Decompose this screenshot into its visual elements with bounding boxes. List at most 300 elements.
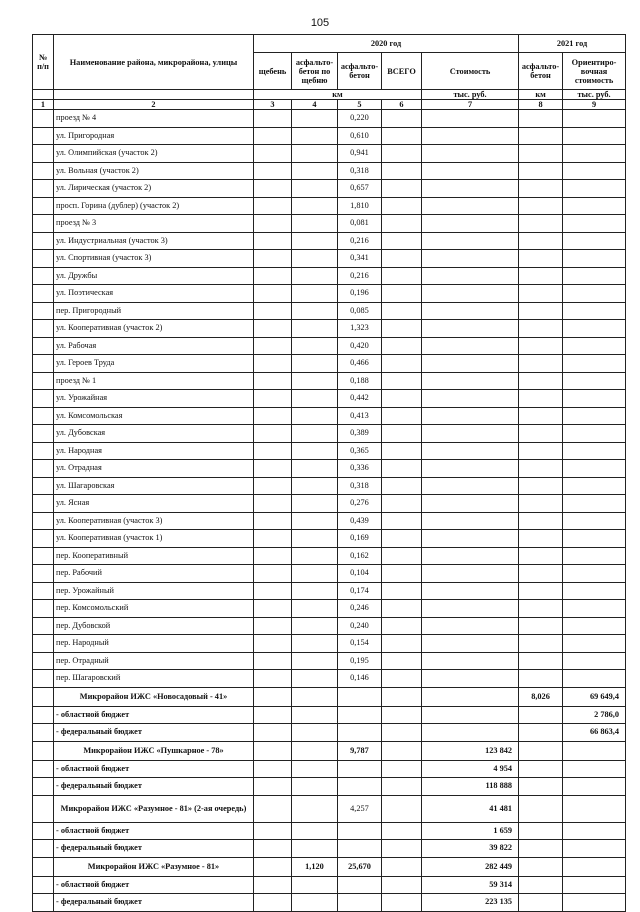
- cost-2021-cell: [563, 565, 626, 583]
- cost-cell: [422, 320, 519, 338]
- total-cell: [382, 162, 422, 180]
- table-row: [33, 162, 626, 180]
- asphalt-on-gravel-cell: [292, 372, 338, 390]
- asphalt-value: 0,216: [338, 267, 382, 285]
- row-number-cell: [33, 600, 54, 618]
- col-number: 6: [382, 100, 422, 110]
- asphalt-on-gravel-value: 1,120: [292, 857, 338, 876]
- street-name: ул. Кооперативная (участок 3): [54, 512, 254, 530]
- header-asphalt-2021: асфальто-бетон: [519, 53, 563, 90]
- row-number-cell: [33, 425, 54, 443]
- gravel-cell: [254, 512, 292, 530]
- cost-cell: [422, 145, 519, 163]
- asphalt-2021-cell: [519, 127, 563, 145]
- district-rows: [33, 687, 626, 911]
- gravel-cell: [254, 442, 292, 460]
- asphalt-on-gravel-cell: [292, 197, 338, 215]
- asphalt-2021-cell: [519, 285, 563, 303]
- cost-value: 223 135: [422, 894, 519, 912]
- header-year-2020: 2020 год: [254, 35, 519, 53]
- total-cell: [382, 652, 422, 670]
- district-name: Микрорайон ИЖС «Разумное - 81» (2-ая очередь): [54, 795, 254, 822]
- row-number-cell: [33, 530, 54, 548]
- gravel-cell: [254, 127, 292, 145]
- asphalt-on-gravel-cell: [292, 407, 338, 425]
- cost-cell: [422, 495, 519, 513]
- total-cell: [382, 512, 422, 530]
- table-row: [33, 512, 626, 530]
- total-cell: [382, 460, 422, 478]
- street-name: ул. Дубовская: [54, 425, 254, 443]
- street-name: пер. Шагаровский: [54, 670, 254, 688]
- asphalt-value: 0,318: [338, 162, 382, 180]
- total-cell: [382, 267, 422, 285]
- asphalt-2021-cell: [519, 530, 563, 548]
- cost-2021-cell: [563, 652, 626, 670]
- row-number-cell: [33, 670, 54, 688]
- row-number-cell: [33, 302, 54, 320]
- asphalt-value: 0,146: [338, 670, 382, 688]
- cost-2021-cell: [563, 180, 626, 198]
- gravel-cell: [254, 635, 292, 653]
- total-cell: [382, 215, 422, 233]
- cost-cell: [422, 547, 519, 565]
- col-number: 4: [292, 100, 338, 110]
- table-row: [33, 460, 626, 478]
- asphalt-2021-cell: [519, 215, 563, 233]
- row-number-cell: [33, 285, 54, 303]
- row-number-cell: [33, 460, 54, 478]
- street-name: проезд № 1: [54, 372, 254, 390]
- cost-cell: [422, 232, 519, 250]
- unit-rub: тыс. руб.: [422, 90, 519, 100]
- asphalt-value: 0,657: [338, 180, 382, 198]
- street-name: пер. Отрадный: [54, 652, 254, 670]
- col-number: 7: [422, 100, 519, 110]
- street-name: ул. Героев Труда: [54, 355, 254, 373]
- asphalt-value: 0,420: [338, 337, 382, 355]
- gravel-cell: [254, 337, 292, 355]
- cost-cell: [422, 355, 519, 373]
- cost-2021-cell: [563, 635, 626, 653]
- cost-cell: [422, 425, 519, 443]
- cost-value: 59 314: [422, 876, 519, 894]
- asphalt-2021-cell: [519, 302, 563, 320]
- gravel-cell: [254, 320, 292, 338]
- total-cell: [382, 635, 422, 653]
- row-number-cell: [33, 197, 54, 215]
- asphalt-on-gravel-cell: [292, 232, 338, 250]
- street-name: ул. Спортивная (участок 3): [54, 250, 254, 268]
- street-name: ул. Рабочая: [54, 337, 254, 355]
- asphalt-2021-cell: [519, 442, 563, 460]
- table-row: [33, 127, 626, 145]
- unit-rub-2021: тыс. руб.: [563, 90, 626, 100]
- table-row: [33, 822, 626, 840]
- asphalt-value: 0,240: [338, 617, 382, 635]
- street-name: ул. Олимпийская (участок 2): [54, 145, 254, 163]
- cost-2021-cell: [563, 355, 626, 373]
- cost-value: 282 449: [422, 857, 519, 876]
- gravel-cell: [254, 652, 292, 670]
- table-row: [33, 876, 626, 894]
- cost-cell: [422, 250, 519, 268]
- cost-2021-cell: [563, 302, 626, 320]
- budget-label: - областной бюджет: [54, 706, 254, 724]
- asphalt-2021-cell: [519, 582, 563, 600]
- asphalt-value: 0,466: [338, 355, 382, 373]
- asphalt-2021-cell: [519, 337, 563, 355]
- table-row: [33, 180, 626, 198]
- street-name: ул. Дружбы: [54, 267, 254, 285]
- street-name: пер. Кооперативный: [54, 547, 254, 565]
- road-works-table: [32, 34, 626, 912]
- cost-2021-cell: [563, 127, 626, 145]
- total-cell: [382, 197, 422, 215]
- row-number-cell: [33, 337, 54, 355]
- cost-2021-cell: [563, 512, 626, 530]
- cost-cell: [422, 372, 519, 390]
- asphalt-2021-cell: [519, 600, 563, 618]
- cost-cell: [422, 215, 519, 233]
- row-number-cell: [33, 652, 54, 670]
- cost-cell: [422, 530, 519, 548]
- row-number-cell: [33, 512, 54, 530]
- cost-2021-cell: [563, 442, 626, 460]
- budget-label: - федеральный бюджет: [54, 894, 254, 912]
- row-number-cell: [33, 565, 54, 583]
- asphalt-on-gravel-cell: [292, 670, 338, 688]
- asphalt-on-gravel-cell: [292, 355, 338, 373]
- cost-cell: [422, 197, 519, 215]
- street-name: пер. Урожайный: [54, 582, 254, 600]
- header-cost: Стоимость: [422, 53, 519, 90]
- asphalt-2021-cell: [519, 320, 563, 338]
- total-cell: [382, 442, 422, 460]
- table-row: [33, 778, 626, 796]
- asphalt-2021-cell: [519, 652, 563, 670]
- street-name: ул. Комсомольская: [54, 407, 254, 425]
- cost-2021-cell: [563, 250, 626, 268]
- cost-cell: [422, 267, 519, 285]
- total-cell: [382, 320, 422, 338]
- column-numbers-row: [33, 100, 626, 110]
- header-cost-2021: Ориентиро-вочная стоимость: [563, 53, 626, 90]
- page-number: 105: [310, 17, 330, 29]
- cost-2021-cell: [563, 145, 626, 163]
- asphalt-value: 0,336: [338, 460, 382, 478]
- cost-cell: [422, 180, 519, 198]
- table-row: [33, 600, 626, 618]
- street-rows: [33, 110, 626, 688]
- asphalt-value: 0,941: [338, 145, 382, 163]
- asphalt-value: 0,389: [338, 425, 382, 443]
- asphalt-2021-cell: [519, 477, 563, 495]
- street-name: пер. Дубовской: [54, 617, 254, 635]
- cost-2021-cell: [563, 582, 626, 600]
- cost-cell: [422, 442, 519, 460]
- street-name: пер. Народный: [54, 635, 254, 653]
- table-row: [33, 145, 626, 163]
- street-name: пер. Комсомольский: [54, 600, 254, 618]
- row-number-cell: [33, 407, 54, 425]
- asphalt-on-gravel-cell: [292, 145, 338, 163]
- asphalt-2021-cell: [519, 110, 563, 128]
- asphalt-value: 0,216: [338, 232, 382, 250]
- gravel-cell: [254, 617, 292, 635]
- asphalt-value: 0,442: [338, 390, 382, 408]
- table-row: [33, 857, 626, 876]
- asphalt-2021-cell: [519, 495, 563, 513]
- header-total: ВСЕГО: [382, 53, 422, 90]
- table-row: [33, 741, 626, 760]
- asphalt-2021-cell: [519, 355, 563, 373]
- gravel-cell: [254, 530, 292, 548]
- table-row: [33, 635, 626, 653]
- cost-2021-cell: [563, 425, 626, 443]
- cost-value: 123 842: [422, 741, 519, 760]
- cost-2021-cell: [563, 232, 626, 250]
- total-cell: [382, 530, 422, 548]
- total-cell: [382, 232, 422, 250]
- street-name: ул. Кооперативная (участок 2): [54, 320, 254, 338]
- cost-cell: [422, 127, 519, 145]
- cost-2021-cell: [563, 477, 626, 495]
- row-number-cell: [33, 617, 54, 635]
- table-row: [33, 760, 626, 778]
- budget-label: - областной бюджет: [54, 822, 254, 840]
- table-row: [33, 530, 626, 548]
- asphalt-value: 0,341: [338, 250, 382, 268]
- table-row: [33, 670, 626, 688]
- asphalt-2021-cell: [519, 635, 563, 653]
- table-row: [33, 425, 626, 443]
- cost-value: 39 822: [422, 840, 519, 858]
- table-row: [33, 232, 626, 250]
- gravel-cell: [254, 582, 292, 600]
- asphalt-on-gravel-cell: [292, 442, 338, 460]
- total-cell: [382, 495, 422, 513]
- cost-2021-cell: [563, 320, 626, 338]
- row-number-cell: [33, 320, 54, 338]
- cost-2021-value: 2 786,0: [563, 706, 626, 724]
- asphalt-value: 9,787: [338, 741, 382, 760]
- cost-cell: [422, 600, 519, 618]
- gravel-cell: [254, 285, 292, 303]
- asphalt-2021-cell: [519, 390, 563, 408]
- header-gravel: щебень: [254, 53, 292, 90]
- district-name: Микрорайон ИЖС «Новосадовый - 41»: [54, 687, 254, 706]
- gravel-cell: [254, 460, 292, 478]
- gravel-cell: [254, 600, 292, 618]
- street-name: проезд № 3: [54, 215, 254, 233]
- cost-2021-cell: [563, 162, 626, 180]
- gravel-cell: [254, 232, 292, 250]
- gravel-cell: [254, 355, 292, 373]
- cost-2021-cell: [563, 547, 626, 565]
- asphalt-value: 0,081: [338, 215, 382, 233]
- table-row: [33, 407, 626, 425]
- asphalt-value: 1,810: [338, 197, 382, 215]
- cost-2021-cell: [563, 407, 626, 425]
- total-cell: [382, 180, 422, 198]
- street-name: пер. Рабочий: [54, 565, 254, 583]
- street-name: проезд № 4: [54, 110, 254, 128]
- asphalt-value: 0,413: [338, 407, 382, 425]
- budget-label: - федеральный бюджет: [54, 840, 254, 858]
- street-name: ул. Поэтическая: [54, 285, 254, 303]
- gravel-cell: [254, 425, 292, 443]
- col-number: 3: [254, 100, 292, 110]
- gravel-cell: [254, 670, 292, 688]
- district-name: Микрорайон ИЖС «Пушкарное - 78»: [54, 741, 254, 760]
- gravel-cell: [254, 547, 292, 565]
- gravel-cell: [254, 162, 292, 180]
- gravel-cell: [254, 302, 292, 320]
- cost-value: 41 481: [422, 795, 519, 822]
- row-number-cell: [33, 180, 54, 198]
- budget-label: - федеральный бюджет: [54, 724, 254, 742]
- table-row: [33, 110, 626, 128]
- asphalt-value: 0,169: [338, 530, 382, 548]
- total-cell: [382, 477, 422, 495]
- cost-cell: [422, 477, 519, 495]
- asphalt-2021-cell: [519, 547, 563, 565]
- table-row: [33, 337, 626, 355]
- total-cell: [382, 302, 422, 320]
- gravel-cell: [254, 197, 292, 215]
- asphalt-value: 0,195: [338, 652, 382, 670]
- cost-value: 4 954: [422, 760, 519, 778]
- asphalt-on-gravel-cell: [292, 337, 338, 355]
- asphalt-2021-cell: [519, 145, 563, 163]
- asphalt-value: 0,085: [338, 302, 382, 320]
- asphalt-on-gravel-cell: [292, 582, 338, 600]
- asphalt-2021-cell: [519, 425, 563, 443]
- cost-2021-cell: [563, 285, 626, 303]
- table-row: [33, 390, 626, 408]
- row-number-cell: [33, 232, 54, 250]
- gravel-cell: [254, 372, 292, 390]
- total-cell: [382, 547, 422, 565]
- asphalt-value: 0,439: [338, 512, 382, 530]
- row-number-cell: [33, 215, 54, 233]
- asphalt-on-gravel-cell: [292, 547, 338, 565]
- street-name: ул. Шагаровская: [54, 477, 254, 495]
- unit-km-2021: км: [519, 90, 563, 100]
- asphalt-on-gravel-cell: [292, 512, 338, 530]
- total-cell: [382, 355, 422, 373]
- total-cell: [382, 390, 422, 408]
- cost-cell: [422, 617, 519, 635]
- cost-value: 118 888: [422, 778, 519, 796]
- asphalt-on-gravel-cell: [292, 320, 338, 338]
- asphalt-2021-cell: [519, 565, 563, 583]
- table-row: [33, 582, 626, 600]
- row-number-cell: [33, 162, 54, 180]
- cost-cell: [422, 407, 519, 425]
- row-number-cell: [33, 250, 54, 268]
- gravel-cell: [254, 180, 292, 198]
- row-number-cell: [33, 390, 54, 408]
- asphalt-on-gravel-cell: [292, 162, 338, 180]
- asphalt-2021-cell: [519, 250, 563, 268]
- street-name: ул. Ясная: [54, 495, 254, 513]
- total-cell: [382, 285, 422, 303]
- asphalt-on-gravel-cell: [292, 285, 338, 303]
- table-row: [33, 285, 626, 303]
- table-row: [33, 197, 626, 215]
- total-cell: [382, 250, 422, 268]
- district-name: Микрорайон ИЖС «Разумное - 81»: [54, 857, 254, 876]
- asphalt-value: 0,188: [338, 372, 382, 390]
- cost-2021-cell: [563, 495, 626, 513]
- asphalt-value: 0,196: [338, 285, 382, 303]
- cost-cell: [422, 635, 519, 653]
- table-row: [33, 565, 626, 583]
- street-name: ул. Народная: [54, 442, 254, 460]
- street-name: ул. Индустриальная (участок 3): [54, 232, 254, 250]
- cost-2021-cell: [563, 267, 626, 285]
- unit-km: км: [254, 90, 422, 100]
- asphalt-2021-cell: [519, 267, 563, 285]
- asphalt-on-gravel-cell: [292, 302, 338, 320]
- cost-cell: [422, 110, 519, 128]
- header-asphalt: асфальто-бетон: [338, 53, 382, 90]
- cost-2021-cell: [563, 390, 626, 408]
- asphalt-value: 0,220: [338, 110, 382, 128]
- asphalt-on-gravel-cell: [292, 460, 338, 478]
- gravel-cell: [254, 110, 292, 128]
- street-name: ул. Кооперативная (участок 1): [54, 530, 254, 548]
- asphalt-2021-cell: [519, 670, 563, 688]
- gravel-cell: [254, 215, 292, 233]
- col-number: 2: [54, 100, 254, 110]
- cost-2021-cell: [563, 617, 626, 635]
- asphalt-value: 25,670: [338, 857, 382, 876]
- asphalt-on-gravel-cell: [292, 635, 338, 653]
- cost-cell: [422, 285, 519, 303]
- cost-2021-cell: [563, 670, 626, 688]
- table-row: [33, 477, 626, 495]
- cost-2021-value: 66 863,4: [563, 724, 626, 742]
- table-row: [33, 215, 626, 233]
- asphalt-value: 1,323: [338, 320, 382, 338]
- cost-cell: [422, 512, 519, 530]
- total-cell: [382, 425, 422, 443]
- row-number-cell: [33, 477, 54, 495]
- total-cell: [382, 337, 422, 355]
- budget-label: - областной бюджет: [54, 760, 254, 778]
- asphalt-on-gravel-cell: [292, 180, 338, 198]
- street-name: ул. Отрадная: [54, 460, 254, 478]
- asphalt-value: 0,246: [338, 600, 382, 618]
- table-row: [33, 267, 626, 285]
- gravel-cell: [254, 477, 292, 495]
- gravel-cell: [254, 495, 292, 513]
- total-cell: [382, 565, 422, 583]
- asphalt-on-gravel-cell: [292, 215, 338, 233]
- street-name: просп. Горина (дублер) (участок 2): [54, 197, 254, 215]
- asphalt-2021-cell: [519, 407, 563, 425]
- cost-2021-cell: [563, 197, 626, 215]
- row-number-cell: [33, 635, 54, 653]
- asphalt-on-gravel-cell: [292, 617, 338, 635]
- row-number-cell: [33, 267, 54, 285]
- cost-2021-cell: [563, 530, 626, 548]
- row-number-cell: [33, 127, 54, 145]
- header-street-name: Наименование района, микрорайона, улицы: [54, 35, 254, 90]
